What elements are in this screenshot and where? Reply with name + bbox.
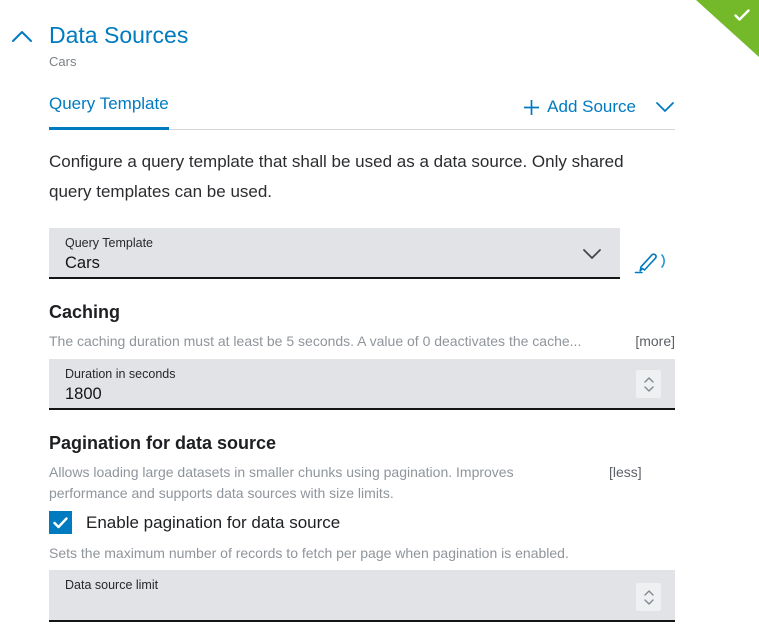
pagination-description: Allows loading large datasets in smaller chunks using pagination. Improves performance and supports data sources with size limits. (49, 464, 514, 501)
limit-hint: Sets the maximum number of records to fetch per page when pagination is enabled. (49, 545, 569, 561)
page-title: Data Sources (49, 22, 189, 48)
edit-pencil-icon[interactable] (633, 249, 667, 275)
chevron-up-icon[interactable] (11, 29, 33, 45)
query-template-row (49, 228, 675, 279)
stepper-down-icon[interactable] (644, 386, 654, 392)
stepper-up-icon[interactable] (644, 377, 654, 383)
data-source-limit-label: Data source limit (65, 578, 159, 592)
pagination-heading: Pagination for data source (49, 433, 277, 453)
plus-icon (523, 99, 540, 116)
tab-bar (49, 94, 675, 130)
query-template-select-value: Cars (65, 254, 100, 272)
pagination-less-toggle[interactable]: [less] (609, 464, 642, 480)
query-template-select[interactable] (49, 228, 620, 279)
chevron-down-icon[interactable] (655, 101, 675, 113)
add-source-label: Add Source (547, 97, 636, 116)
pagination-description-row (49, 462, 675, 504)
check-icon (734, 9, 750, 22)
duration-input[interactable] (49, 359, 675, 410)
duration-input-value: 1800 (65, 385, 102, 403)
add-source-button[interactable] (523, 97, 675, 117)
stepper-up-icon[interactable] (644, 590, 654, 596)
checkbox-check-icon (53, 517, 68, 529)
data-source-limit-stepper[interactable] (636, 583, 661, 611)
intro-text: Configure a query template that shall be used as a data source. Only shared query templates can be used. (49, 152, 624, 201)
duration-input-label: Duration in seconds (65, 367, 176, 381)
page-subtitle: Cars (49, 54, 77, 69)
data-source-limit-input[interactable] (49, 570, 675, 622)
enable-pagination-checkbox[interactable] (49, 511, 72, 534)
caching-description: The caching duration must at least be 5 seconds. A value of 0 deactivates the cache... (49, 333, 582, 349)
duration-stepper[interactable] (636, 370, 661, 398)
chevron-down-icon (582, 248, 602, 260)
enable-pagination-row (49, 511, 675, 534)
enable-pagination-label[interactable]: Enable pagination for data source (86, 512, 341, 532)
caching-heading: Caching (49, 302, 121, 322)
caching-more-toggle[interactable]: [more] (635, 333, 675, 349)
caching-description-row (49, 331, 675, 352)
query-template-select-label: Query Template (65, 236, 154, 250)
stepper-down-icon[interactable] (644, 599, 654, 605)
tab-query-template[interactable]: Query Template (49, 94, 169, 130)
